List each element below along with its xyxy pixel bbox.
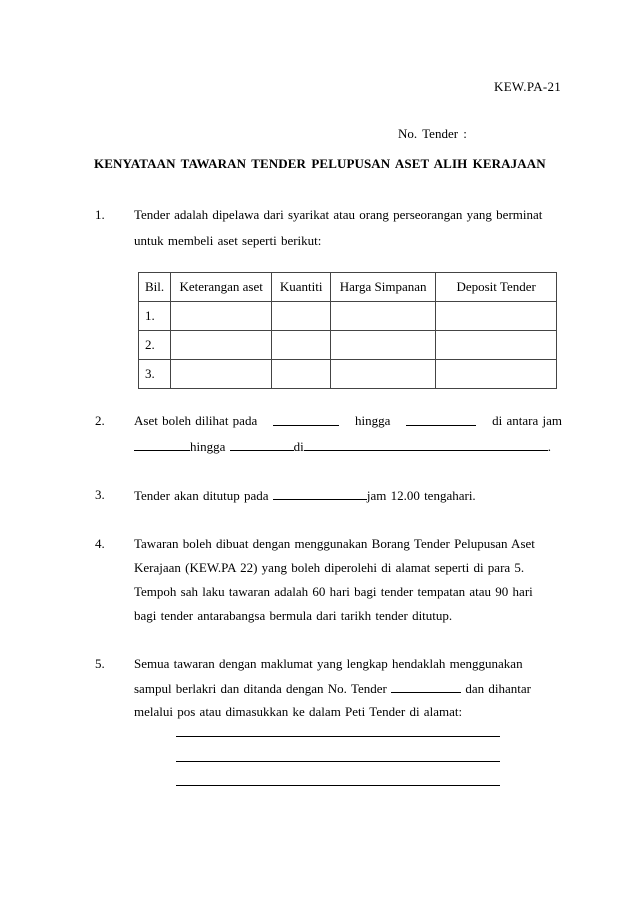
table-cell[interactable] [171, 360, 272, 389]
section-2-line-2 [134, 438, 551, 455]
table-row [139, 360, 557, 389]
section-3-text-b: jam 12.00 tengahari. [366, 488, 476, 503]
section-1-line-2: untuk membeli aset seperti berikut: [134, 233, 322, 248]
closing-date-field[interactable] [273, 487, 367, 500]
view-date-to-field[interactable] [406, 413, 476, 426]
time-to-field[interactable] [230, 438, 294, 451]
address-line-1[interactable] [176, 736, 500, 737]
view-date-from-field[interactable] [273, 413, 339, 426]
section-5-line-3: melalui pos atau dimasukkan ke dalam Peti Tender di alamat: [134, 704, 463, 719]
table-cell[interactable] [171, 302, 272, 331]
section-2-text-a: Aset boleh dilihat pada [134, 413, 258, 428]
page-title: KENYATAAN TAWARAN TENDER PELUPUSAN ASET ALIH KERAJAAN [94, 156, 546, 171]
section-2-line-1 [134, 413, 562, 429]
table-header-row [139, 273, 557, 302]
table-cell[interactable] [331, 360, 436, 389]
section-1-line-1: Tender adalah dipelawa dari syarikat atau orang perseorangan yang berminat [134, 207, 543, 222]
table-cell[interactable] [171, 331, 272, 360]
section-4-number: 4. [95, 536, 105, 551]
section-5-text-b: dan dihantar [465, 681, 531, 696]
section-4-line-2: Kerajaan (KEW.PA 22) yang boleh diperolehi di alamat seperti di para 5. [134, 560, 525, 575]
section-4-line-3: Tempoh sah laku tawaran adalah 60 hari bagi tender tempatan atau 90 hari [134, 584, 533, 599]
row-number: 3. [139, 360, 171, 389]
table-cell[interactable] [272, 331, 331, 360]
table-cell[interactable] [272, 302, 331, 331]
section-5-text-a: sampul berlakri dan ditanda dengan No. Tender [134, 681, 387, 696]
section-2-text-d: hingga [190, 439, 226, 454]
tender-number-label: No. Tender : [398, 126, 467, 141]
table-cell[interactable] [436, 360, 557, 389]
col-header-keterangan: Keterangan aset [171, 273, 272, 302]
section-4-line-1: Tawaran boleh dibuat dengan menggunakan Borang Tender Pelupusan Aset [134, 536, 535, 551]
table-cell[interactable] [436, 331, 557, 360]
form-code: KEW.PA-21 [494, 79, 562, 94]
address-line-3[interactable] [176, 785, 500, 786]
col-header-kuantiti: Kuantiti [272, 273, 331, 302]
table-row [139, 302, 557, 331]
table-cell[interactable] [331, 302, 436, 331]
section-2-text-b: hingga [354, 413, 391, 428]
location-field[interactable] [304, 438, 548, 451]
table-cell[interactable] [436, 302, 557, 331]
section-1-number: 1. [95, 207, 105, 222]
section-5-line-2 [134, 680, 531, 697]
table-row [139, 331, 557, 360]
section-2-text-c: di antara jam [492, 413, 562, 428]
table-cell[interactable] [272, 360, 331, 389]
section-4-line-4: bagi tender antarabangsa bermula dari tarikh tender ditutup. [134, 608, 453, 623]
section-3-text-a: Tender akan ditutup pada [134, 488, 269, 503]
col-header-deposit: Deposit Tender [436, 273, 557, 302]
asset-table [138, 272, 557, 389]
col-header-harga: Harga Simpanan [331, 273, 436, 302]
col-header-bil: Bil. [139, 273, 171, 302]
address-line-2[interactable] [176, 761, 500, 762]
section-2-period: . [547, 439, 552, 454]
row-number: 1. [139, 302, 171, 331]
section-2-text-e: di [293, 439, 304, 454]
time-from-field[interactable] [134, 438, 190, 451]
section-3-number: 3. [95, 487, 105, 502]
section-5-number: 5. [95, 656, 105, 671]
section-3-line [134, 487, 476, 504]
table-cell[interactable] [331, 331, 436, 360]
row-number: 2. [139, 331, 171, 360]
tender-number-field[interactable] [391, 680, 461, 693]
section-2-number: 2. [95, 413, 105, 428]
section-5-line-1: Semua tawaran dengan maklumat yang lengkap hendaklah menggunakan [134, 656, 523, 671]
